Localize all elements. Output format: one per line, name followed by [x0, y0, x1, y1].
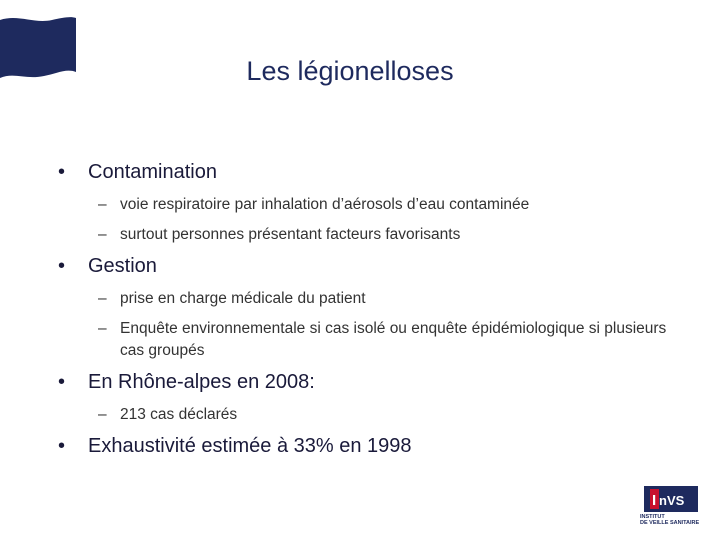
sub-item: [58, 194, 678, 216]
logo-line-1: INSTITUT: [640, 514, 665, 520]
sub-item-text: prise en charge médicale du patient: [120, 290, 366, 307]
sub-item: [58, 288, 678, 310]
bullet-icon: •: [58, 435, 66, 457]
sub-item: [58, 318, 678, 362]
bullet-icon: •: [58, 255, 66, 277]
bullet-label: Gestion: [88, 255, 157, 277]
bullet-item: [58, 434, 678, 458]
invs-logo: [640, 486, 706, 534]
dash-icon: –: [98, 320, 107, 337]
svg-text:I: I: [652, 492, 657, 509]
bullet-label: Contamination: [88, 161, 217, 183]
bullet-item: [58, 254, 678, 278]
sub-item-text: 213 cas déclarés: [120, 406, 238, 423]
sub-item: [58, 404, 678, 426]
bullet-label: En Rhône-alpes en 2008:: [88, 371, 315, 393]
bullet-item: [58, 370, 678, 394]
dash-icon: –: [98, 196, 107, 213]
dash-icon: –: [98, 226, 107, 243]
sub-item-text: Enquête environnementale si cas isolé ou enquête épidémiologique si plusieurs cas groupés: [120, 320, 667, 359]
bullet-list: [58, 160, 678, 468]
dash-icon: –: [98, 406, 107, 423]
dash-icon: –: [98, 290, 107, 307]
sub-item-text: surtout personnes présentant facteurs favorisants: [120, 226, 461, 243]
sub-item-text: voie respiratoire par inhalation d’aérosols d’eau contaminée: [120, 196, 530, 213]
invs-logo-mark: [644, 486, 698, 512]
bullet-item: [58, 160, 678, 184]
bullet-icon: •: [58, 161, 66, 183]
logo-line-2: DE VEILLE SANITAIRE: [640, 520, 700, 526]
svg-text:nVS: nVS: [659, 493, 685, 508]
bullet-icon: •: [58, 371, 66, 393]
slide-title: Les légionelloses: [246, 56, 454, 86]
sub-item: [58, 224, 678, 246]
bullet-label: Exhaustivité estimée à 33% en 1998: [88, 435, 412, 457]
invs-logo-text: [640, 514, 706, 526]
